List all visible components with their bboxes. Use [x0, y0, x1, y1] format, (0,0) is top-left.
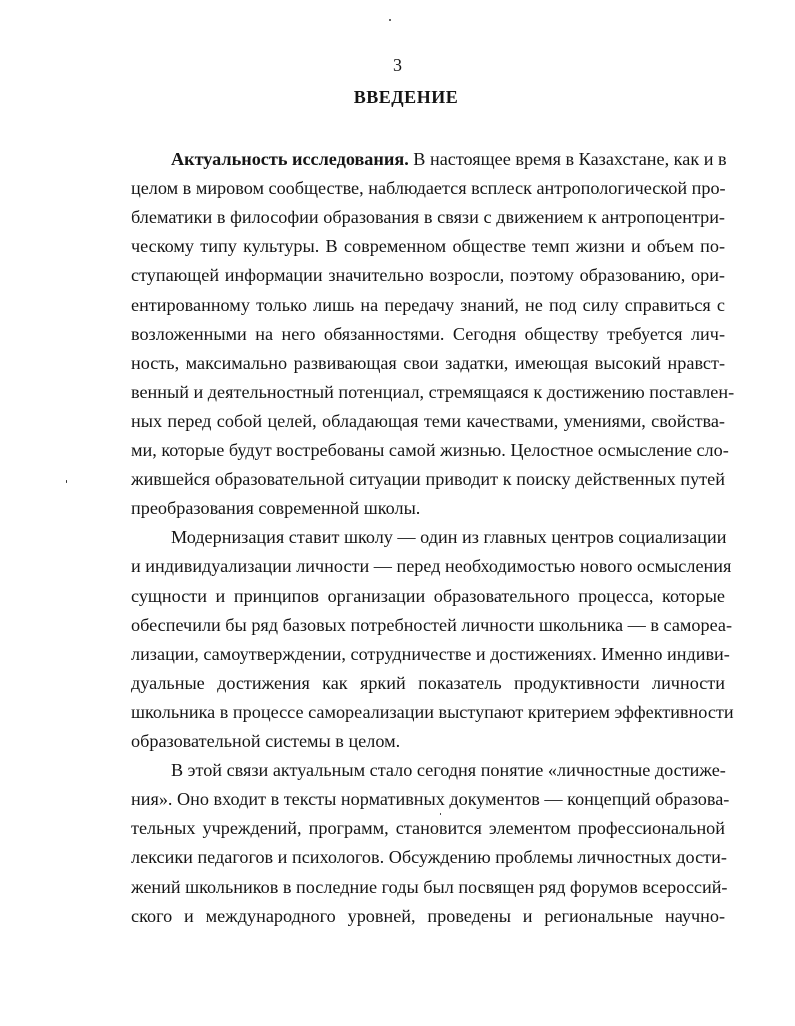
- line-text: тельных учреждений, программ, становится элементом профессиональной: [131, 818, 725, 839]
- text-line: [131, 235, 725, 257]
- line-text: ных перед собой целей, обладающая теми качествами, умениями, свойства-: [131, 410, 725, 431]
- line-text: В настоящее время в Казахстане, как и в: [408, 149, 727, 169]
- line-text: лизации, самоутверждении, сотрудничестве и достижениях. Именно индиви-: [131, 643, 730, 664]
- line-text: ентированному только лишь на передачу знаний, не под силу справиться с: [131, 294, 725, 315]
- line-text: ческому типу культуры. В современном обществе темп жизни и объем по-: [131, 236, 725, 257]
- line-text: школьника в процессе самореализации выступают критерием эффективности: [131, 701, 734, 722]
- text-line: [131, 672, 725, 694]
- text-line: [131, 177, 725, 199]
- line-text: жений школьников в последние годы был посвящен ряд форумов всероссий-: [131, 876, 728, 897]
- line-text: обеспечили бы ряд базовых потребностей личности школьника — в самореа-: [131, 614, 733, 635]
- text-line: [131, 614, 733, 636]
- text-line: [131, 555, 732, 577]
- lead-phrase: Актуальность исследования.: [171, 149, 409, 169]
- line-text: образовательной системы в целом.: [131, 731, 401, 751]
- line-text: сущности и принципов организации образовательного процесса, которые: [131, 585, 725, 606]
- line-text: В этой связи актуальным стало сегодня понятие «личностные достиже-: [171, 760, 726, 781]
- text-line: [131, 497, 725, 519]
- line-text: жившейся образовательной ситуации приводит к поиску действенных путей: [131, 469, 725, 490]
- text-line: [171, 148, 725, 170]
- line-text: Модернизация ставит школу — один из главных центров социализации: [171, 527, 727, 548]
- text-line: [131, 468, 725, 490]
- text-line: [131, 905, 725, 927]
- text-line: [131, 701, 734, 723]
- text-line: [131, 294, 725, 316]
- line-text: целом в мировом сообществе, наблюдается всплеск антропологической про-: [131, 178, 726, 199]
- line-text: возложенными на него обязанностями. Сегодня обществу требуется лич-: [131, 323, 725, 344]
- line-text: ность, максимально развивающая свои задатки, имеющая высокий нравст-: [131, 352, 725, 373]
- text-line: [131, 264, 725, 286]
- text-line: [171, 526, 725, 548]
- line-text: дуальные достижения как яркий показатель продуктивности личности: [131, 672, 725, 693]
- scan-speck: [440, 813, 441, 815]
- text-line: [131, 876, 728, 898]
- line-text: венный и деятельностный потенциал, стремящаяся к достижению поставлен-: [131, 381, 735, 402]
- line-text: и индивидуализации личности — перед необходимостью нового осмысления: [131, 556, 732, 577]
- text-line: [131, 846, 725, 868]
- line-text: ского и международного уровней, проведены и региональные научно-: [131, 905, 725, 926]
- text-line: [131, 410, 725, 432]
- text-line: [131, 439, 729, 461]
- line-text: лексики педагогов и психологов. Обсуждению проблемы личностных дости-: [131, 847, 727, 868]
- scan-speck: [389, 19, 391, 21]
- text-line: [131, 352, 725, 374]
- section-heading: ВВЕДЕНИЕ: [353, 87, 459, 107]
- text-line: [131, 817, 725, 839]
- text-line: [131, 323, 725, 345]
- text-line: [131, 788, 730, 810]
- text-line: [131, 585, 725, 607]
- text-line: [131, 730, 725, 752]
- text-line: [131, 643, 730, 665]
- text-line: [131, 381, 735, 403]
- line-text: ступающей информации значительно возросли, поэтому образованию, ори-: [131, 265, 725, 286]
- text-line: [131, 206, 725, 228]
- scan-speck: [66, 480, 67, 483]
- page-number: 3: [393, 55, 402, 75]
- line-text: ми, которые будут востребованы самой жизнью. Целостное осмысление сло-: [131, 440, 729, 460]
- line-text: преобразования современной школы.: [131, 498, 421, 519]
- line-text: блематики в философии образования в связи с движением к антропоцентри-: [131, 207, 725, 228]
- line-text: ния». Оно входит в тексты нормативных документов — концепций образова-: [131, 789, 730, 810]
- text-line: [171, 759, 725, 781]
